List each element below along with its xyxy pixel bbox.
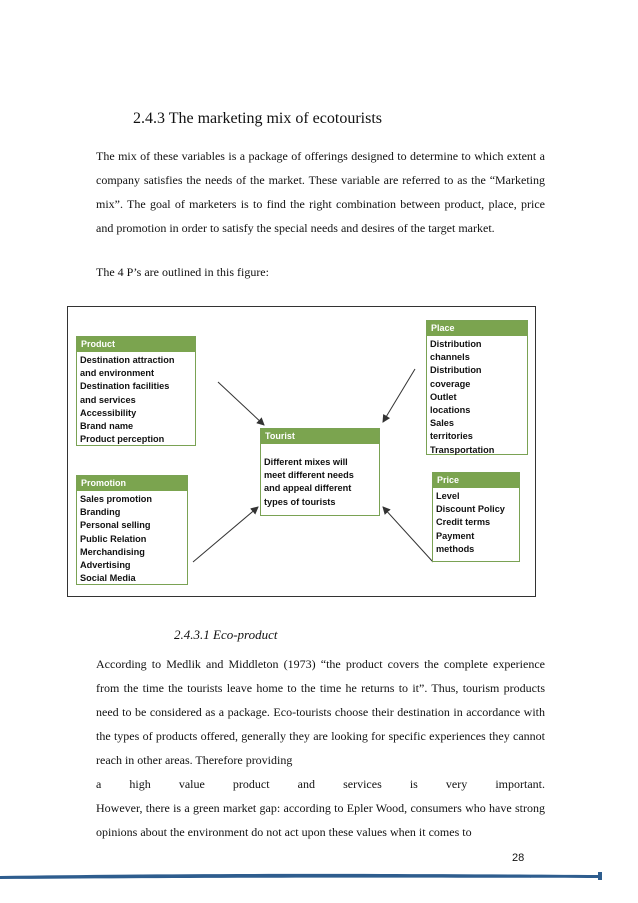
- tourist-item: Different mixes will: [264, 457, 348, 467]
- place-item: channels: [430, 352, 470, 363]
- place-box: [426, 320, 528, 455]
- product-item: Destination facilities: [80, 381, 170, 392]
- place-item: Distribution: [430, 339, 482, 349]
- tourist-box-items: [261, 444, 379, 511]
- price-item: methods: [436, 543, 475, 554]
- marketing-mix-figure: [67, 306, 536, 597]
- promotion-item: Merchandising: [80, 546, 145, 557]
- promotion-item: Personal selling: [80, 520, 151, 531]
- section-paragraph-2: The 4 P’s are outlined in this figure:: [96, 265, 269, 279]
- tourist-item: types of tourists: [264, 496, 336, 507]
- arrow-promotion-to-tourist: [193, 507, 258, 562]
- arrow-price-to-tourist: [383, 507, 433, 562]
- arrow-place-to-tourist: [383, 369, 415, 422]
- subsection-heading: 2.4.3.1 Eco-product: [174, 627, 278, 642]
- tourist-item: and appeal different: [264, 483, 352, 494]
- promotion-item: Branding: [80, 507, 121, 518]
- promotion-box-items: [77, 491, 187, 587]
- place-item: territories: [430, 431, 473, 442]
- place-item: coverage: [430, 378, 471, 389]
- place-item: Sales: [430, 418, 455, 429]
- place-item: Outlet: [430, 391, 457, 402]
- product-box-items: [77, 352, 195, 448]
- promotion-item: Public Relation: [80, 533, 147, 544]
- place-box-items: [427, 336, 527, 459]
- promotion-item: Advertising: [80, 560, 131, 571]
- product-item: Accessibility: [80, 407, 137, 418]
- tourist-box: [260, 428, 380, 516]
- place-item: Distribution: [430, 365, 482, 376]
- price-item: Credit terms: [436, 517, 491, 528]
- price-item: Payment: [436, 530, 475, 541]
- promotion-item: Social Media: [80, 573, 136, 584]
- place-item: locations: [430, 405, 471, 416]
- paragraph-justified-line: a high value product and services is very important.: [96, 777, 545, 791]
- product-item: Brand name: [80, 421, 134, 432]
- tourist-item: meet different needs: [264, 470, 354, 481]
- price-box-items: [433, 488, 519, 558]
- arrow-product-to-tourist: [218, 382, 264, 425]
- footer-rule: [0, 872, 638, 880]
- section-paragraph-1: The mix of these variables is a package of offerings designed to determine to which extent a company satisfies the needs of the market. These variable are referred to as the “Marketing mix”. The goal of marketers is to find the right combination between product, place, price and promotion in order to satisfy the special needs and desires of the target market.: [96, 149, 545, 235]
- page-number: 28: [512, 852, 525, 864]
- price-item: Level: [436, 491, 460, 501]
- price-box: [432, 472, 520, 562]
- place-item: Transportation: [430, 444, 495, 455]
- promotion-box: [76, 475, 188, 585]
- product-item: and environment: [80, 368, 155, 379]
- price-item: Discount Policy: [436, 504, 505, 515]
- product-item: Product perception: [80, 434, 165, 445]
- product-box-title: Product: [77, 337, 195, 352]
- product-item: Destination attraction: [80, 355, 175, 365]
- place-box-title: Place: [427, 321, 527, 336]
- product-box: [76, 336, 196, 446]
- subsection-paragraph: [96, 652, 545, 844]
- paragraph-text-main: According to Medlik and Middleton (1973) “the product covers the complete experience from the time the tourists leave home to the time he returns to it”. Thus, tourism products need to be considered as a package. Eco-tourists choose their destination in accordance with the types of products offered, generally they are looking for specific experiences they cannot reach in other areas. Therefore providing: [96, 657, 545, 767]
- product-item: and services: [80, 394, 136, 405]
- price-box-title: Price: [433, 473, 519, 488]
- promotion-item: Sales promotion: [80, 494, 152, 504]
- paragraph-text-rest: However, there is a green market gap: according to Epler Wood, consumers who have strong opinions about the environment do not act upon these values when it comes to: [96, 801, 545, 839]
- section-heading: 2.4.3 The marketing mix of ecotourists: [133, 110, 382, 127]
- promotion-box-title: Promotion: [77, 476, 187, 491]
- tourist-box-title: Tourist: [261, 429, 379, 444]
